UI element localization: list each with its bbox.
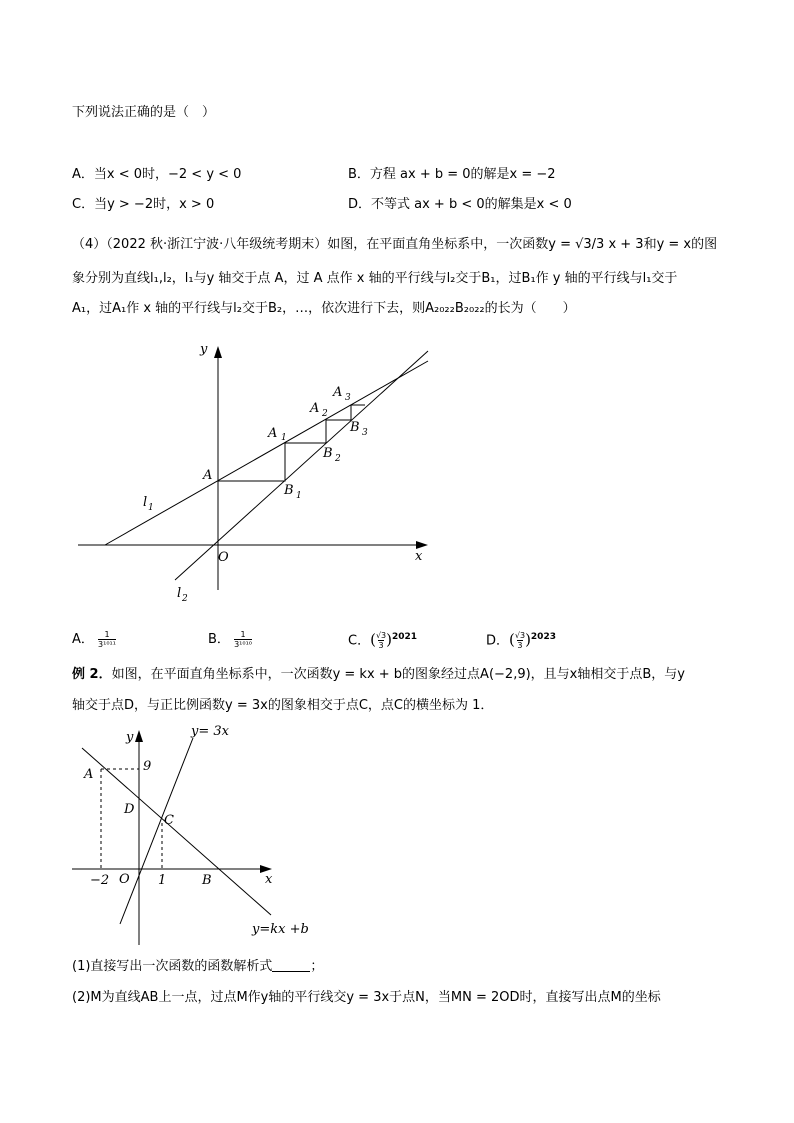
fig1-l1-label: l bbox=[143, 495, 148, 510]
fig1-l1-sub: 1 bbox=[148, 503, 154, 513]
fig2-line-kx-b bbox=[82, 748, 271, 915]
option-d: D．不等式 ax + b < 0的解集是x < 0 bbox=[348, 197, 572, 212]
fig1-origin-label: O bbox=[218, 550, 229, 565]
option-c: C．当y > −2时，x > 0 bbox=[72, 197, 215, 212]
subquestion-1: (1)直接写出一次函数的函数解析式 ； bbox=[72, 959, 324, 974]
fig2-y-arrow bbox=[135, 730, 143, 742]
example2-line-1: 例 2．如图，在平面直角坐标系中，一次函数y = kx + b的图象经过点A(−2,9)，且与x轴相交于点B，与y bbox=[72, 667, 685, 682]
fig2-point-a: A bbox=[84, 767, 94, 782]
fig1-point-a3-sub: 3 bbox=[345, 393, 351, 403]
fig2-y-label: y bbox=[126, 730, 134, 745]
fig2-label-kx-b: y=kx +b bbox=[252, 922, 309, 937]
fig1-point-a3: A bbox=[333, 385, 343, 400]
fig1-l2-sub: 2 bbox=[182, 594, 188, 604]
q4-option-a: A． $\frac{1}{\text{3¹⁰¹¹}}$ bbox=[72, 630, 116, 649]
fig2-point-d: D bbox=[124, 802, 135, 817]
fig2-nine-label: 9 bbox=[143, 759, 152, 774]
q4-option-d: D．( $\frac{√3}{3}$ )$^{2023}$ bbox=[486, 630, 556, 651]
q4-option-b: B． $\frac{1}{\text{3¹⁰¹⁰}}$ bbox=[208, 630, 252, 649]
fig1-point-b1: B bbox=[284, 483, 294, 498]
fig2-tick-1: 1 bbox=[158, 873, 167, 888]
fig2-tick-neg2: −2 bbox=[90, 873, 110, 888]
q4-line-2: 象分别为直线l₁,l₂，l₁与y 轴交于点 A，过 A 点作 x 轴的平行线与l₂交于B₁，过B₁作 y 轴的平行线与l₁交于 bbox=[72, 271, 678, 286]
example2-line-2: 轴交于点D，与正比例函数y = 3x的图象相交于点C，点C的横坐标为 1． bbox=[72, 698, 494, 713]
fig2-point-b: B bbox=[202, 873, 212, 888]
q4-option-c: C．( $\frac{√3}{3}$ )$^{2021}$ bbox=[348, 630, 418, 651]
fig2-x-label: x bbox=[265, 872, 273, 887]
fig2-origin-label: O bbox=[119, 872, 130, 887]
fig1-point-b2-sub: 2 bbox=[335, 454, 341, 464]
fig2-point-c: C bbox=[164, 813, 174, 828]
fig1-point-a1: A bbox=[268, 426, 278, 441]
answer-blank bbox=[272, 959, 310, 972]
fig1-point-b1-sub: 1 bbox=[296, 491, 302, 501]
fig1-l2-label: l bbox=[177, 586, 182, 601]
option-b: B．方程 ax + b = 0的解是x = −2 bbox=[348, 167, 556, 182]
fig1-point-b3: B bbox=[350, 420, 360, 435]
fig1-x-label: x bbox=[415, 549, 423, 564]
fig1-point-a: A bbox=[203, 468, 213, 483]
fig1-point-a1-sub: 1 bbox=[281, 433, 287, 443]
q4-line-3: A₁，过A₁作 x 轴的平行线与l₂交于B₂，…，依次进行下去，则A₂₀₂₂B₂₀₂₂的长为（ ） bbox=[72, 301, 576, 316]
q4-line-1: （4）（2022 秋·浙江宁波·八年级统考期末）如图，在平面直角坐标系中，一次函数y = √3/3 x + 3和y = x的图 bbox=[72, 237, 718, 252]
fig2-label-3x: y= 3x bbox=[191, 724, 229, 739]
question-intro: 下列说法正确的是（ ） bbox=[72, 105, 216, 120]
fig1-point-b2: B bbox=[323, 446, 333, 461]
fig1-point-a2: A bbox=[310, 401, 320, 416]
subquestion-2: (2)M为直线AB上一点，过点M作y轴的平行线交y = 3x于点N，当MN = 2OD时，直接写出点M的坐标 bbox=[72, 990, 661, 1005]
fig2-line-3x bbox=[120, 738, 193, 924]
fig1-point-a2-sub: 2 bbox=[322, 409, 328, 419]
fig1-point-b3-sub: 3 bbox=[362, 428, 368, 438]
fig1-y-label: y bbox=[200, 342, 208, 357]
option-a: A．当x < 0时，−2 < y < 0 bbox=[72, 167, 242, 182]
